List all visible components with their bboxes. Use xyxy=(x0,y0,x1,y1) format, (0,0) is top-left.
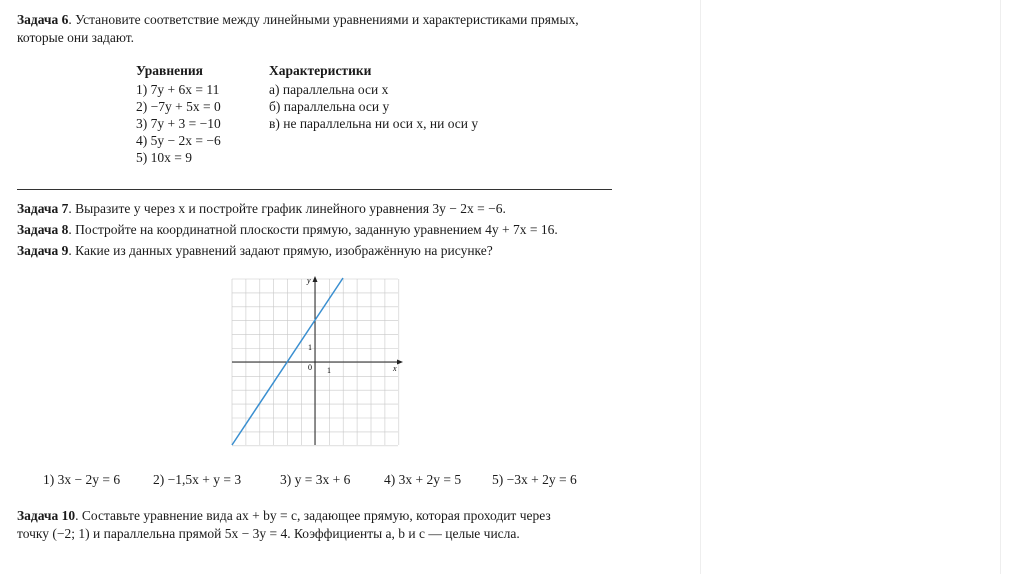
equation-item: 5) 10x = 9 xyxy=(136,150,192,165)
equations-list xyxy=(136,81,221,166)
coordinate-graph xyxy=(225,272,410,452)
task9 xyxy=(17,243,493,259)
decorative-line xyxy=(1000,0,1001,574)
section-divider xyxy=(17,189,612,190)
task10-label: Задача 10 xyxy=(17,508,76,523)
equations-header: Уравнения xyxy=(136,63,203,78)
task9-label: Задача 9 xyxy=(17,243,69,258)
decorative-line xyxy=(700,0,701,574)
equation-item: 1) 7y + 6x = 11 xyxy=(136,82,220,97)
origin-label: 0 xyxy=(308,363,312,372)
answer-option: 4) 3x + 2y = 5 xyxy=(384,472,462,487)
task10-text: . Составьте уравнение вида ax + by = c, задающее прямую, которая проходит через xyxy=(75,508,551,523)
x-axis-arrow-icon xyxy=(397,360,403,365)
task9-text: . Какие из данных уравнений задают прямую, изображённую на рисунке? xyxy=(68,243,493,258)
task8 xyxy=(17,222,558,238)
task8-label: Задача 8 xyxy=(17,222,69,237)
task7 xyxy=(17,201,506,217)
task8-text: . Постройте на координатной плоскости прямую, заданную уравнением 4y + 7x = 16. xyxy=(68,222,558,237)
task10-line1 xyxy=(17,508,551,524)
task10-text-line2: точку (−2; 1) и параллельна прямой 5x − 3y = 4. Коэффициенты a, b и c — целые числа. xyxy=(17,526,520,541)
x-axis-label: x xyxy=(393,364,397,373)
characteristic-item: а) параллельна оси x xyxy=(269,82,389,97)
answer-option: 3) y = 3x + 6 xyxy=(280,472,351,487)
task7-text: . Выразите y через x и постройте график линейного уравнения 3y − 2x = −6. xyxy=(68,201,506,216)
answer-option: 5) −3x + 2y = 6 xyxy=(492,472,577,487)
answer-option: 1) 3x − 2y = 6 xyxy=(43,472,121,487)
answer-option: 2) −1,5x + y = 3 xyxy=(153,472,242,487)
task6-text-line2: которые они задают. xyxy=(17,30,135,45)
equation-item: 4) 5y − 2x = −6 xyxy=(136,133,221,148)
equation-item: 2) −7y + 5x = 0 xyxy=(136,99,221,114)
task6-label: Задача 6 xyxy=(17,12,69,27)
characteristic-item: в) не параллельна ни оси x, ни оси y xyxy=(269,116,479,131)
y-tick-label: 1 xyxy=(308,343,312,352)
y-axis-label: y xyxy=(307,276,311,285)
x-tick-label: 1 xyxy=(327,366,331,375)
characteristic-item: б) параллельна оси y xyxy=(269,99,390,114)
task7-label: Задача 7 xyxy=(17,201,69,216)
task6-heading xyxy=(17,12,579,28)
characteristics-list xyxy=(269,81,478,132)
characteristics-header: Характеристики xyxy=(269,63,372,78)
task6-text: . Установите соответствие между линейными уравнениями и характеристиками прямых, xyxy=(68,12,579,27)
equation-item: 3) 7y + 3 = −10 xyxy=(136,116,221,131)
